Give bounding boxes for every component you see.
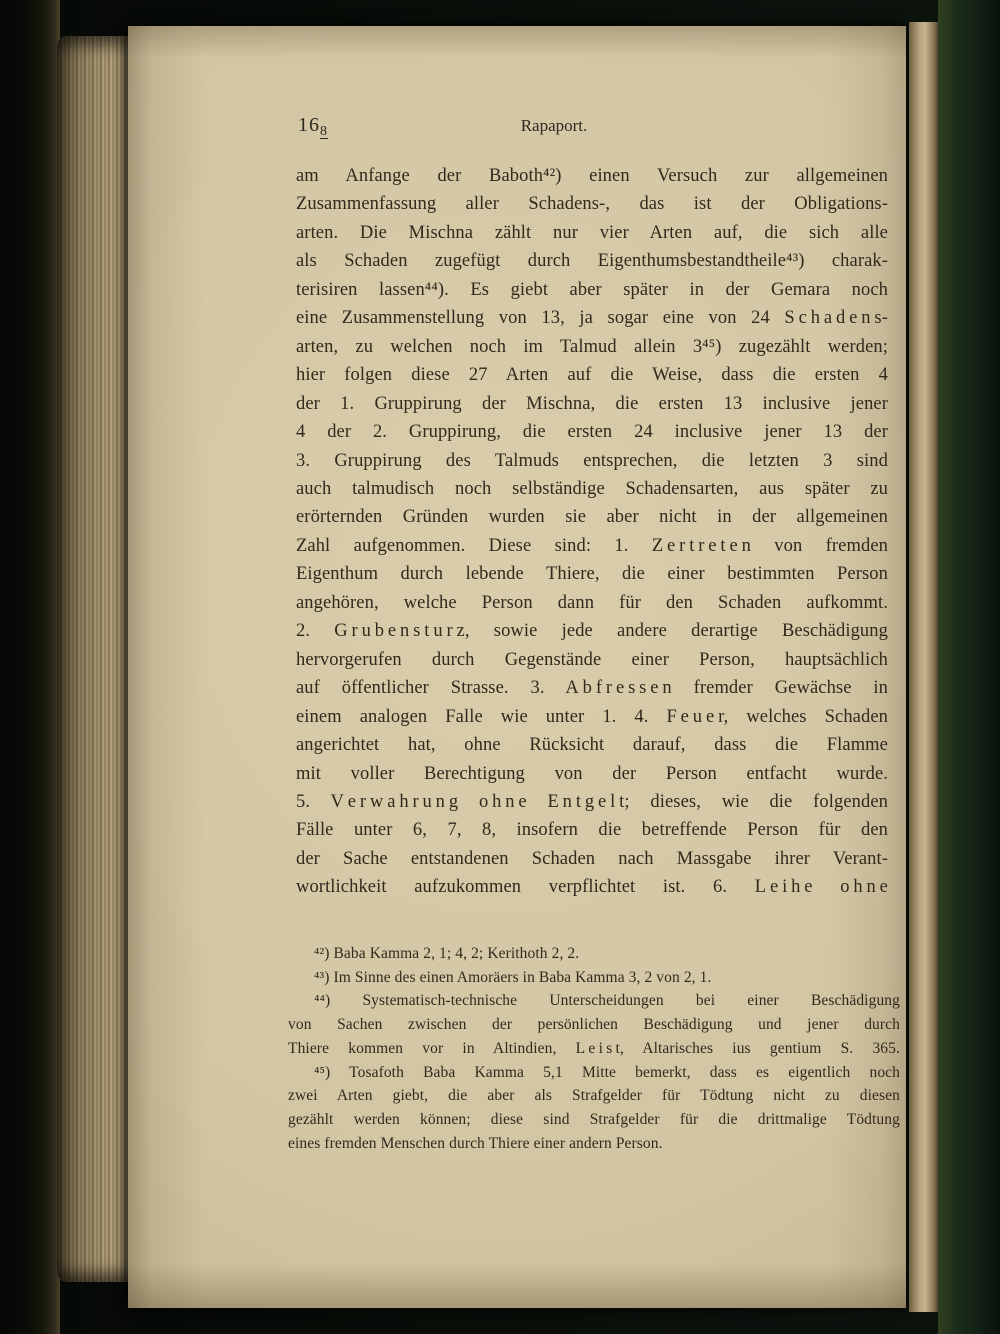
footnote-line: ⁴⁵) Tosafoth Baba Kamma 5,1 Mitte bemerkt, dass es eigentlich noch bbox=[314, 1063, 900, 1081]
body-text-line: hervorgerufen durch Gegenstände einer Person, hauptsächlich bbox=[296, 649, 888, 670]
footnote-line: ⁴⁴) Systematisch-technische Unterscheidungen bei einer Beschädigung bbox=[314, 992, 900, 1010]
body-text-line: erörternden Gründen wurden sie aber nicht in der allgemeinen bbox=[296, 507, 888, 528]
running-title: Rapaport. bbox=[520, 116, 588, 135]
footnote-line: gezählt werden können; diese sind Strafgelder für die drittmalige Tödtung bbox=[288, 1110, 900, 1128]
footnotes bbox=[288, 942, 900, 1155]
body-text-line: hier folgen diese 27 Arten auf die Weise, dass die ersten 4 bbox=[296, 365, 888, 386]
adjacent-page-edge bbox=[909, 22, 938, 1312]
body-text-line: Eigenthum durch lebende Thiere, die einer bestimmten Person bbox=[296, 564, 888, 585]
body-text-line: einem analogen Falle wie unter 1. 4. F e u e r, welches Schaden bbox=[296, 706, 888, 727]
body-text-line: Zusammenfassung aller Schadens-, das ist der Obligations- bbox=[296, 194, 888, 215]
book-cover-left bbox=[0, 0, 60, 1334]
footnote-line: ⁴³) Im Sinne des einen Amoräers in Baba Kamma 3, 2 von 2, 1. bbox=[314, 968, 712, 986]
body-text-line: eine Zusammenstellung von 13, ja sogar eine von 24 S c h a d e n s- bbox=[296, 308, 888, 329]
body-text-line: terisiren lassen⁴⁴). Es giebt aber später in der Gemara noch bbox=[296, 279, 888, 300]
body-text-line: 4 der 2. Gruppirung, die ersten 24 inclusive jener 13 der bbox=[296, 422, 888, 443]
body-text-line: als Schaden zugefügt durch Eigenthumsbestandtheile⁴³) charak- bbox=[296, 251, 888, 272]
body-text-line: auch talmudisch noch selbständige Schadensarten, aus später zu bbox=[296, 478, 888, 499]
page-edges-stack bbox=[57, 36, 130, 1282]
body-text bbox=[296, 162, 888, 902]
book-cover-right bbox=[938, 0, 1000, 1334]
footnote-line: von Sachen zwischen der persönlichen Beschädigung und jener durch bbox=[288, 1016, 900, 1034]
body-text-line: Fälle unter 6, 7, 8, insofern die betreffende Person für den bbox=[296, 820, 888, 841]
body-text-line: auf öffentlicher Strasse. 3. A b f r e s s e n fremder Gewächse in bbox=[296, 678, 888, 699]
body-text-line: arten, zu welchen noch im Talmud allein 3⁴⁵) zugezählt werden; bbox=[296, 336, 888, 357]
body-text-line: angehören, welche Person dann für den Schaden aufkommt. bbox=[296, 592, 888, 613]
body-text-line: der Sache entstandenen Schaden nach Massgabe ihrer Verant- bbox=[296, 848, 888, 869]
body-text-line: am Anfange der Baboth⁴²) einen Versuch zur allgemeinen bbox=[296, 166, 888, 186]
book-page bbox=[128, 26, 906, 1308]
signature-mark: 8 bbox=[320, 124, 328, 139]
footnote-line: eines fremden Menschen durch Thiere einer andern Person. bbox=[288, 1134, 663, 1152]
body-text-line: 2. G r u b e n s t u r z, sowie jede andere derartige Beschädigung bbox=[296, 621, 888, 642]
footnote-line: zwei Arten giebt, die aber als Strafgelder für Tödtung nicht zu diesen bbox=[288, 1087, 900, 1105]
page-header bbox=[296, 114, 888, 148]
footnote-line: Thiere kommen vor in Altindien, L e i s t, Altarisches ius gentium S. 365. bbox=[288, 1039, 900, 1057]
page-number-value: 16 bbox=[298, 114, 320, 136]
body-text-line: mit voller Berechtigung von der Person entfacht wurde. bbox=[296, 763, 888, 784]
body-text-line: 3. Gruppirung des Talmuds entsprechen, die letzten 3 sind bbox=[296, 450, 888, 471]
body-text-line: Zahl aufgenommen. Diese sind: 1. Z e r t r e t e n von fremden bbox=[296, 535, 888, 556]
body-text-line: arten. Die Mischna zählt nur vier Arten auf, die sich alle bbox=[296, 222, 888, 243]
body-text-line: angerichtet hat, ohne Rücksicht darauf, dass die Flamme bbox=[296, 735, 888, 756]
body-text-line: wortlichkeit aufzukommen verpflichtet ist. 6. L e i h e o h n e bbox=[296, 877, 888, 898]
body-text-line: der 1. Gruppirung der Mischna, die ersten 13 inclusive jener bbox=[296, 393, 888, 414]
footnote-line: ⁴²) Baba Kamma 2, 1; 4, 2; Kerithoth 2, 2. bbox=[314, 945, 580, 962]
page-inner bbox=[128, 26, 906, 1308]
body-text-line: 5. V e r w a h r u n g o h n e E n t g e l t; dieses, wie die folgenden bbox=[296, 791, 888, 812]
